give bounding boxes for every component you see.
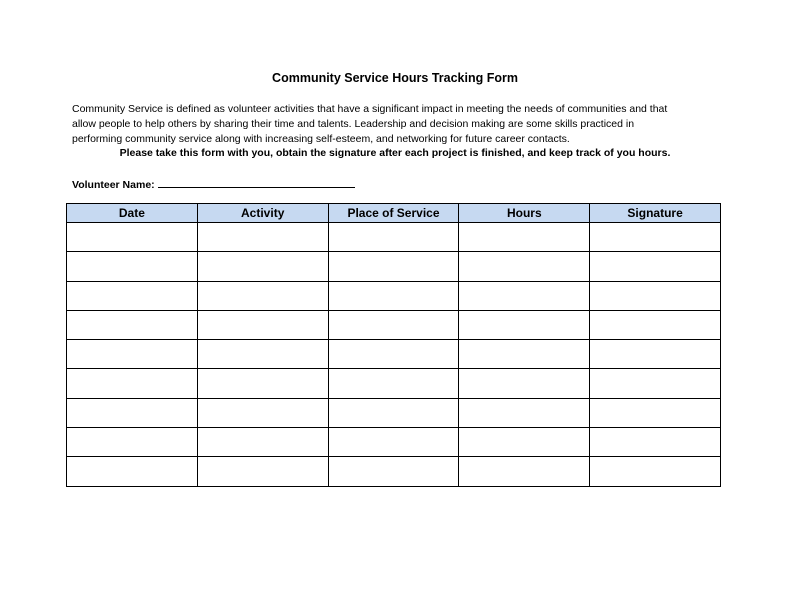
cell-hours[interactable] [459,457,590,486]
instruction-text: Please take this form with you, obtain the signature after each project is finished, and keep track of you hours. [119,147,671,159]
intro-paragraph [72,102,732,147]
cell-activity[interactable] [197,310,328,339]
form-title: Community Service Hours Tracking Form [272,71,518,85]
intro-line: Community Service is defined as volunteer activities that have a significant impact in meeting the needs of communities and that [72,103,668,115]
cell-hours[interactable] [459,223,590,252]
column-header-date: Date [67,204,198,223]
table-row [67,340,721,369]
table-row [67,223,721,252]
cell-date[interactable] [67,340,198,369]
cell-hours[interactable] [459,428,590,457]
volunteer-name-label: Volunteer Name: [72,179,155,191]
table-row [67,310,721,339]
cell-place-of-service[interactable] [328,310,459,339]
cell-signature[interactable] [590,457,721,486]
table-row [67,369,721,398]
cell-hours[interactable] [459,340,590,369]
cell-activity[interactable] [197,398,328,427]
volunteer-name-field [72,178,355,191]
cell-place-of-service[interactable] [328,369,459,398]
cell-hours[interactable] [459,369,590,398]
cell-activity[interactable] [197,428,328,457]
cell-activity[interactable] [197,223,328,252]
column-header-signature: Signature [590,204,721,223]
column-header-hours: Hours [459,204,590,223]
intro-line: allow people to help others by sharing their time and talents. Leadership and decision making are some skills practiced in [72,118,635,130]
cell-hours[interactable] [459,252,590,281]
cell-activity[interactable] [197,252,328,281]
cell-date[interactable] [67,428,198,457]
cell-hours[interactable] [459,310,590,339]
cell-signature[interactable] [590,398,721,427]
service-hours-table [66,203,721,487]
cell-date[interactable] [67,369,198,398]
cell-date[interactable] [67,223,198,252]
cell-hours[interactable] [459,398,590,427]
cell-signature[interactable] [590,428,721,457]
cell-date[interactable] [67,310,198,339]
cell-date[interactable] [67,398,198,427]
cell-place-of-service[interactable] [328,281,459,310]
cell-signature[interactable] [590,223,721,252]
column-header-place-of-service: Place of Service [328,204,459,223]
cell-place-of-service[interactable] [328,428,459,457]
cell-signature[interactable] [590,310,721,339]
cell-hours[interactable] [459,281,590,310]
table-row [67,428,721,457]
cell-signature[interactable] [590,369,721,398]
table-row [67,281,721,310]
cell-date[interactable] [67,457,198,486]
table-row [67,398,721,427]
cell-place-of-service[interactable] [328,340,459,369]
cell-signature[interactable] [590,252,721,281]
cell-activity[interactable] [197,340,328,369]
cell-activity[interactable] [197,281,328,310]
intro-line: performing community service along with increasing self-esteem, and networking for future career contacts. [72,133,570,145]
volunteer-name-blank[interactable] [158,178,355,188]
table-row [67,252,721,281]
cell-place-of-service[interactable] [328,457,459,486]
cell-date[interactable] [67,252,198,281]
cell-place-of-service[interactable] [328,252,459,281]
cell-place-of-service[interactable] [328,223,459,252]
column-header-activity: Activity [197,204,328,223]
table-row [67,457,721,486]
table-body [67,223,721,487]
cell-activity[interactable] [197,369,328,398]
cell-activity[interactable] [197,457,328,486]
cell-date[interactable] [67,281,198,310]
table-header-row [67,204,721,223]
cell-place-of-service[interactable] [328,398,459,427]
cell-signature[interactable] [590,340,721,369]
cell-signature[interactable] [590,281,721,310]
